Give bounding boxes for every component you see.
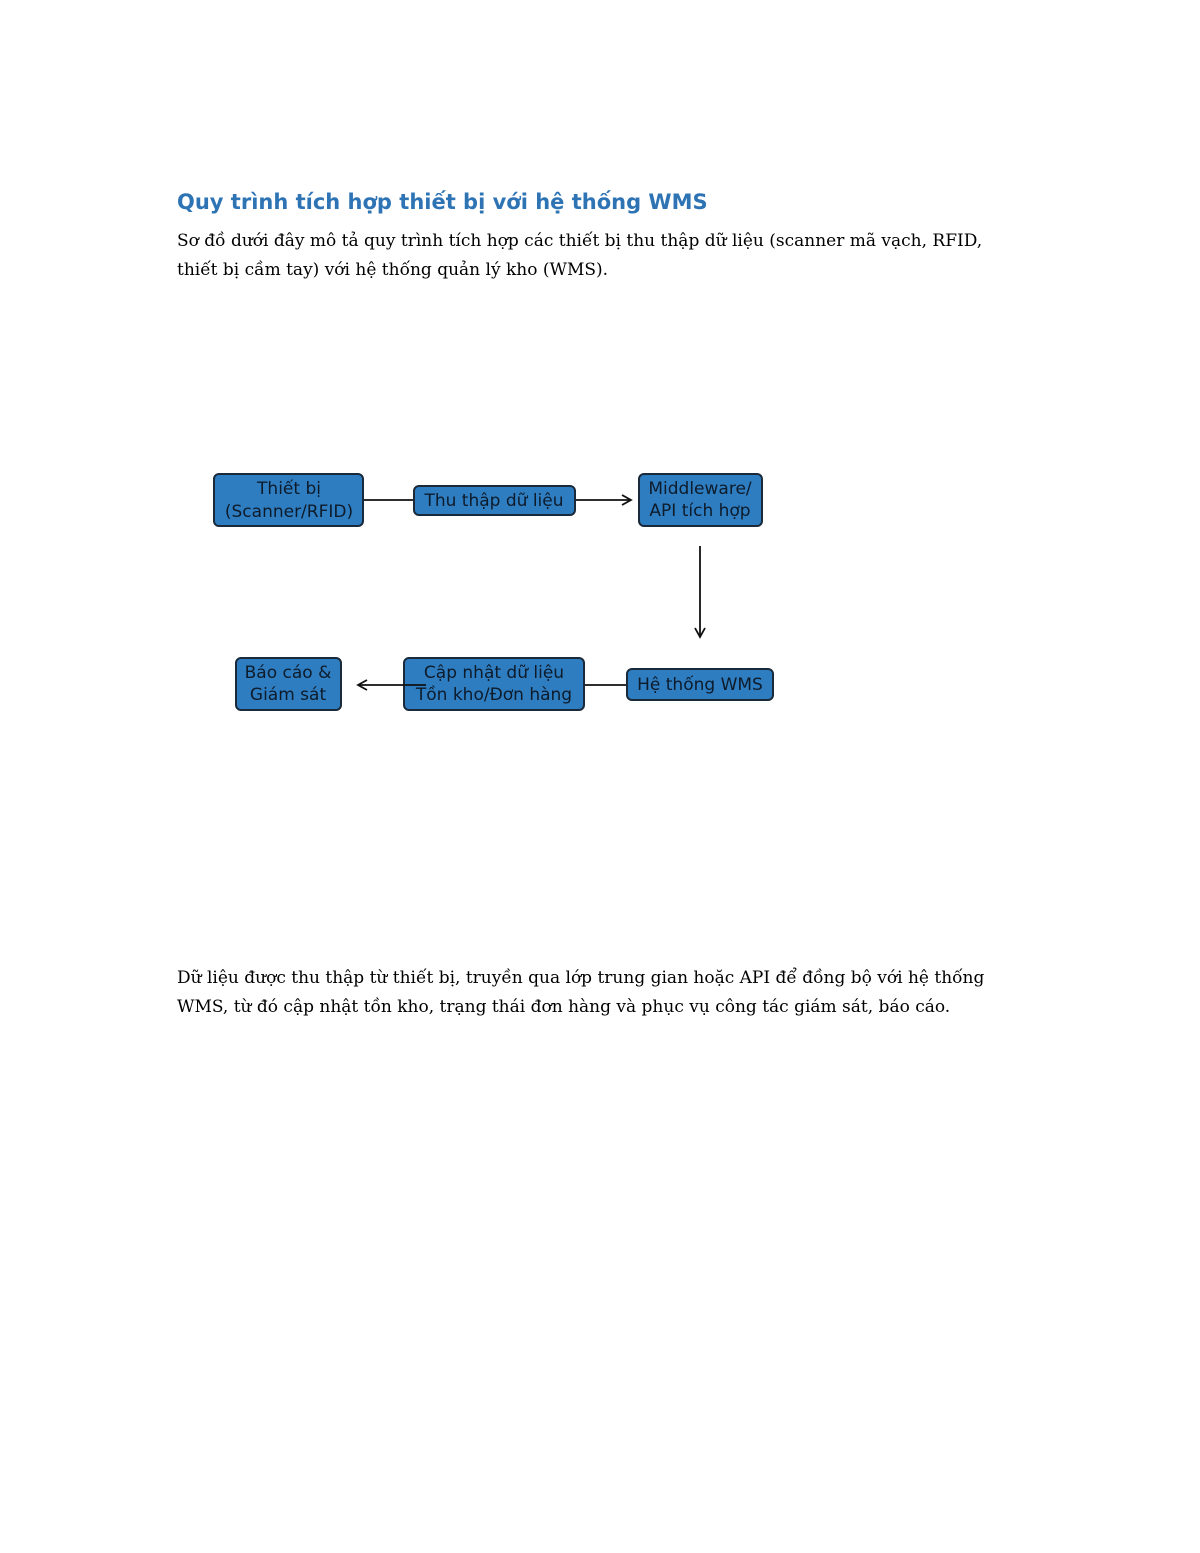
node-middleware-line-1: Middleware/ <box>648 479 752 499</box>
node-device <box>214 474 363 526</box>
node-report-line-2: Giám sát <box>249 685 327 705</box>
node-middleware-line-2: API tích hợp <box>649 501 751 521</box>
node-update-line-1: Cập nhật dữ liệu <box>423 663 565 683</box>
node-report-line-1: Báo cáo & <box>244 663 332 683</box>
node-wms <box>627 669 773 700</box>
node-wms-line-1: Hệ thống WMS <box>637 675 763 695</box>
node-report <box>236 658 341 710</box>
node-device-line-2: (Scanner/RFID) <box>224 502 354 522</box>
node-device-line-1: Thiết bị <box>257 479 321 499</box>
node-update <box>404 658 584 710</box>
document-heading: Quy trình tích hợp thiết bị với hệ thống WMS <box>177 190 708 214</box>
outro-paragraph: Dữ liệu được thu thập từ thiết bị, truyền qua lớp trung gian hoặc API để đồng bộ với hệ thống WMS, từ đó cập nhật tồn kho, trạng thái đơn hàng và phục vụ công tác giám sát, báo cáo. <box>177 968 985 1017</box>
node-middleware <box>639 474 762 526</box>
intro-paragraph: Sơ đồ dưới đây mô tả quy trình tích hợp các thiết bị thu thập dữ liệu (scanner mã vạch, RFID, thiết bị cầm tay) với hệ thống quản lý kho (WMS). <box>177 231 983 280</box>
node-collect-line-1: Thu thập dữ liệu <box>424 491 564 511</box>
node-update-line-2: Tồn kho/Đơn hàng <box>415 685 573 705</box>
node-collect <box>414 486 575 515</box>
